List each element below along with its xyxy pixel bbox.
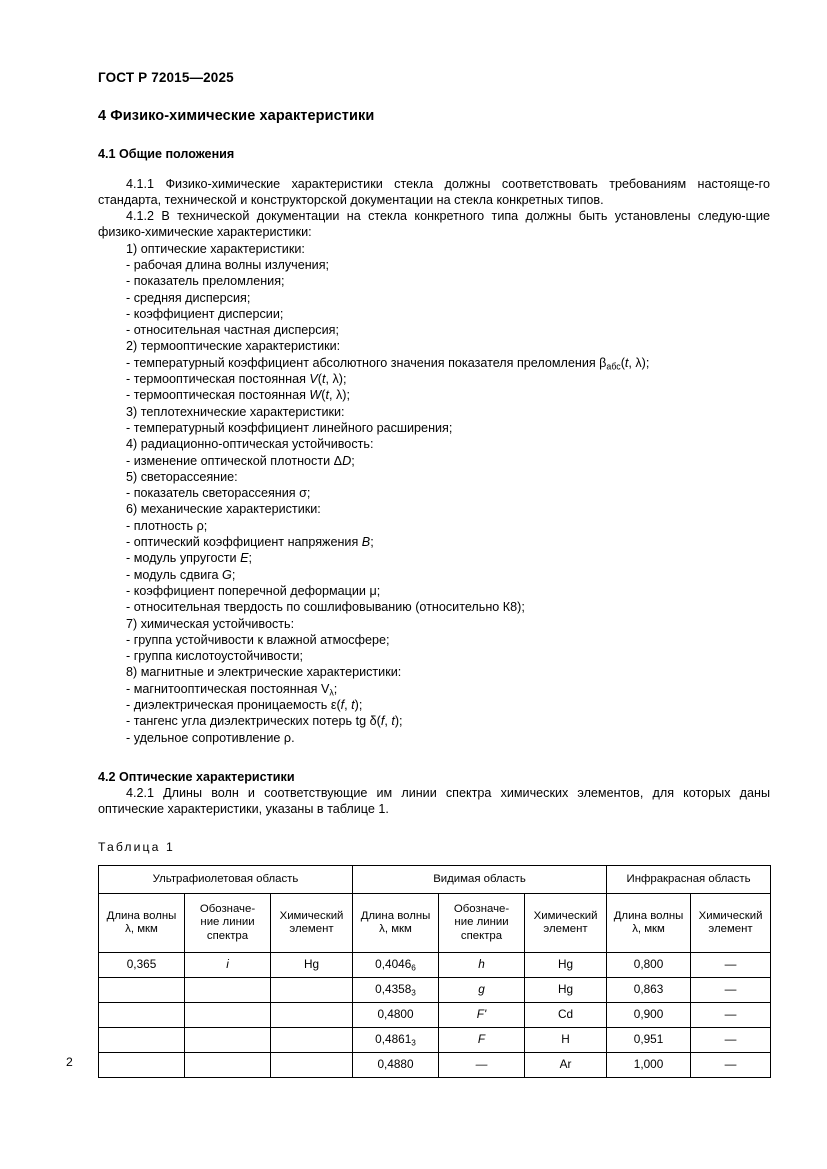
table-cell-uv-line xyxy=(185,1028,271,1053)
standard-number-header: ГОСТ Р 72015—2025 xyxy=(98,70,234,85)
spectral-lines-table xyxy=(98,865,771,1078)
characteristics-list xyxy=(98,241,770,746)
list-item: - температурный коэффициент абсолютного значения показателя преломления $\beta_{абс}(t$, λ); xyxy=(126,355,650,372)
table-cell-uv-line xyxy=(185,978,271,1003)
paragraph-411: 4.1.1 Физико-химические характеристики стекла должны соответствовать требованиям настояще-го стандарта, технической и конструкторской документации на стекла конкретных типов. xyxy=(98,176,770,207)
list-item: - термооптическая постоянная V(t, λ); xyxy=(126,372,347,387)
list-item: - температурный коэффициент линейного расширения; xyxy=(126,420,453,435)
table-cell-vis-wavelength-base: $0,4861_3$ xyxy=(353,1028,439,1053)
list-item: 2) термооптические характеристики: xyxy=(126,339,341,354)
table-group-header: Инфракрасная область xyxy=(607,866,771,894)
list-item: - относительная твердость по сошлифовыванию (относительно К8); xyxy=(126,600,525,615)
table-cell-uv-wavelength xyxy=(99,1053,185,1078)
list-item: 5) светорассеяние: xyxy=(126,469,238,484)
list-item: - коэффициент поперечной деформации μ; xyxy=(126,583,381,598)
table-cell-uv-line xyxy=(185,1053,271,1078)
table-column-header: Длина волны λ, мкм xyxy=(99,894,185,953)
table-row xyxy=(99,1003,771,1028)
list-item: - модуль сдвига G; xyxy=(126,567,236,582)
table-group-header-row xyxy=(99,866,771,894)
list-item: 1) оптические характеристики: xyxy=(126,241,305,256)
table-cell-uv-element: Hg xyxy=(271,953,353,978)
table-cell-vis-line: F' xyxy=(439,1003,525,1028)
list-item: 6) механические характеристики: xyxy=(126,502,321,517)
table-row xyxy=(99,1053,771,1078)
table-column-header: Обозначе- ние линии спектра xyxy=(185,894,271,953)
table-column-header: Длина волны λ, мкм xyxy=(353,894,439,953)
table-row xyxy=(99,978,771,1003)
list-item: - показатель преломления; xyxy=(126,274,285,289)
table-cell-uv-element xyxy=(271,1053,353,1078)
page-content xyxy=(98,108,770,1078)
list-item: - коэффициент дисперсии; xyxy=(126,306,284,321)
table-cell-vis-element: H xyxy=(525,1028,607,1053)
table-row xyxy=(99,1028,771,1053)
page-number: 2 xyxy=(66,1055,73,1069)
table-cell-ir-element: — xyxy=(691,1003,771,1028)
list-item: - средняя дисперсия; xyxy=(126,290,251,305)
table-cell-vis-wavelength-base: $0,4046_6$ xyxy=(353,953,439,978)
table-caption: Таблица 1 xyxy=(98,839,175,854)
table-cell-vis-element: Hg xyxy=(525,953,607,978)
list-item: - магнитооптическая постоянная $V_\lambda$; xyxy=(126,681,338,698)
table-cell-ir-wavelength: 0,863 xyxy=(607,978,691,1003)
table-cell-vis-wavelength-base: 0,4800 xyxy=(353,1003,439,1028)
table-cell-ir-wavelength: 0,800 xyxy=(607,953,691,978)
subsection-42-block xyxy=(98,770,770,818)
table-cell-uv-wavelength xyxy=(99,1003,185,1028)
table-cell-ir-wavelength: 0,951 xyxy=(607,1028,691,1053)
table-cell-uv-wavelength xyxy=(99,1028,185,1053)
table-cell-vis-line: — xyxy=(439,1053,525,1078)
list-item: - группа кислотоустойчивости; xyxy=(126,649,304,664)
table-cell-ir-element: — xyxy=(691,1053,771,1078)
list-item: - плотность ρ; xyxy=(126,518,208,533)
table-cell-uv-line xyxy=(185,1003,271,1028)
list-item: - рабочая длина волны излучения; xyxy=(126,257,330,272)
table-cell-vis-line: h xyxy=(439,953,525,978)
table-cell-ir-wavelength: 1,000 xyxy=(607,1053,691,1078)
list-item: - показатель светорассеяния σ; xyxy=(126,486,311,501)
table-cell-ir-element: — xyxy=(691,953,771,978)
table-cell-ir-wavelength: 0,900 xyxy=(607,1003,691,1028)
table-cell-uv-element xyxy=(271,1028,353,1053)
table-cell-uv-element xyxy=(271,1003,353,1028)
table-cell-ir-element: — xyxy=(691,978,771,1003)
table-group-header: Видимая область xyxy=(353,866,607,894)
table-cell-ir-element: — xyxy=(691,1028,771,1053)
list-item: - тангенс угла диэлектрических потерь tg δ(f, t); xyxy=(126,714,403,729)
list-item: 8) магнитные и электрические характеристики: xyxy=(126,665,402,680)
table-cell-uv-wavelength: 0,365 xyxy=(99,953,185,978)
section-title: 4 Физико-химические характеристики xyxy=(98,108,375,124)
list-item: - модуль упругости E; xyxy=(126,551,252,566)
list-item: 4) радиационно-оптическая устойчивость: xyxy=(126,437,374,452)
table-cell-uv-line: i xyxy=(185,953,271,978)
table-column-header-row xyxy=(99,894,771,953)
table-group-header: Ультрафиолетовая область xyxy=(99,866,353,894)
table-column-header: Химический элемент xyxy=(271,894,353,953)
table-body xyxy=(99,953,771,1078)
table-cell-vis-wavelength-base: 0,4880 xyxy=(353,1053,439,1078)
table-cell-vis-element: Hg xyxy=(525,978,607,1003)
subsection-42-title: 4.2 Оптические характеристики xyxy=(98,769,295,784)
table-column-header: Химический элемент xyxy=(691,894,771,953)
paragraph-412: 4.1.2 В технической документации на стекла конкретного типа должны быть установлены следую-щие физико-химические характеристики: xyxy=(98,209,770,240)
subsection-41-title: 4.1 Общие положения xyxy=(98,147,235,162)
table-column-header: Химический элемент xyxy=(525,894,607,953)
table-cell-uv-wavelength xyxy=(99,978,185,1003)
table-cell-vis-wavelength-base: $0,4358_3$ xyxy=(353,978,439,1003)
table-column-header: Длина волны λ, мкм xyxy=(607,894,691,953)
list-item: - изменение оптической плотности ΔD; xyxy=(126,453,355,468)
table-row xyxy=(99,953,771,978)
list-item: 7) химическая устойчивость: xyxy=(126,616,295,631)
paragraph-421: 4.2.1 Длины волн и соответствующие им линии спектра химических элементов, для которых даны оптические характеристики, указаны в таблице 1. xyxy=(98,786,770,817)
list-item: - диэлектрическая проницаемость ε(f, t); xyxy=(126,698,363,712)
list-item: - удельное сопротивление ρ. xyxy=(126,730,295,745)
table-cell-vis-line: F xyxy=(439,1028,525,1053)
list-item: 3) теплотехнические характеристики: xyxy=(126,404,345,419)
table-cell-vis-element: Cd xyxy=(525,1003,607,1028)
list-item: - оптический коэффициент напряжения B; xyxy=(126,535,374,550)
list-item: - относительная частная дисперсия; xyxy=(126,323,339,338)
table-column-header: Обозначе- ние линии спектра xyxy=(439,894,525,953)
table-cell-uv-element xyxy=(271,978,353,1003)
table-cell-vis-element: Ar xyxy=(525,1053,607,1078)
table-cell-vis-line: g xyxy=(439,978,525,1003)
list-item: - группа устойчивости к влажной атмосфере; xyxy=(126,632,390,647)
list-item: - термооптическая постоянная W(t, λ); xyxy=(126,388,350,403)
